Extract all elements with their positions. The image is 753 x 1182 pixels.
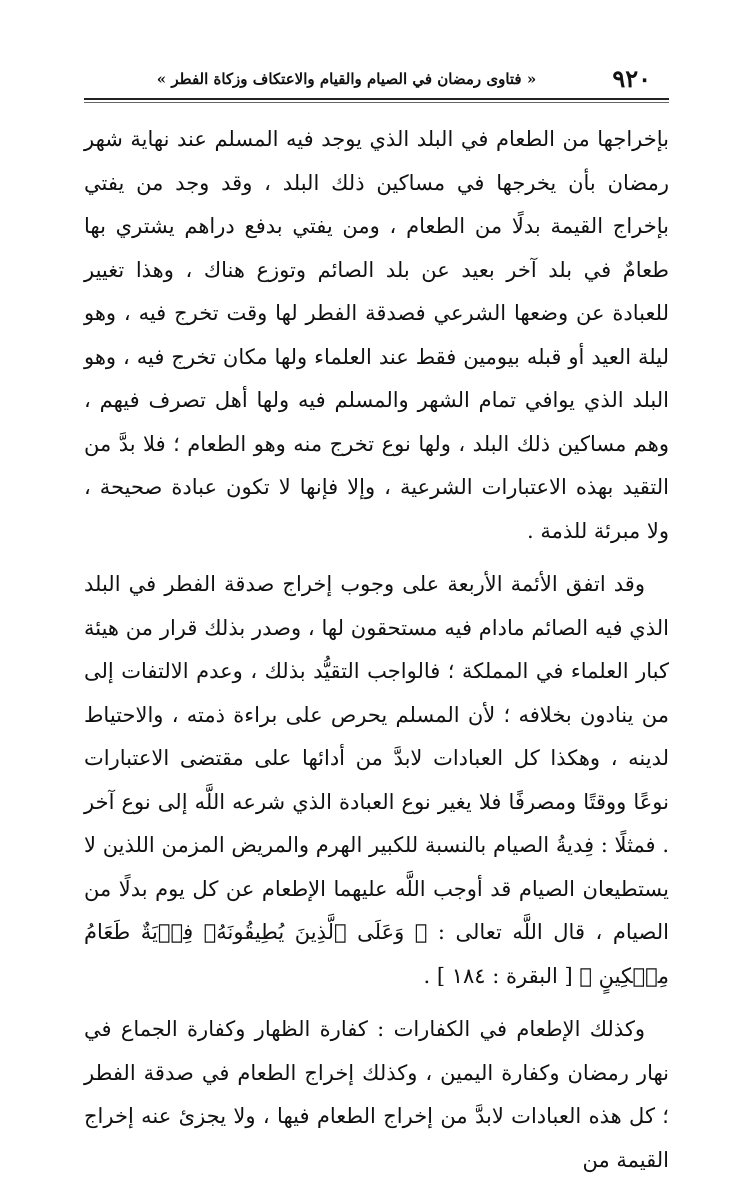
paragraph: وكذلك الإطعام في الكفارات : كفارة الظهار وكفارة الجماع في نهار رمضان وكفارة اليمين ، وكذلك إخراج الطعام في صدقة الفطر ؛ كل هذه العبادات لابدَّ من إخراج الطعام فيها ، ولا يجزئ عنه إخراج القيمة من (84, 1017, 669, 1172)
page-body (84, 118, 669, 1182)
paragraph: وقد اتفق الأئمة الأربعة على وجوب إخراج صدقة الفطر في البلد الذي فيه الصائم مادام فيه مستحقون لها ، وصدر بذلك قرار من هيئة كبار العلماء في المملكة ؛ فالواجب التقيُّد بذلك ، وعدم الالتفات إلى من ينادون بخلافه ؛ لأن المسلم يحرص على براءة ذمته ، والاحتياط لدينه ، وهكذا كل العبادات لابدَّ من أدائها على مقتضى الاعتبارات نوعًا ووقتًا ومصرفًا فلا يغير نوع العبادة الذي شرعه اللَّه إلى نوع آخر . فمثلًا : فِديةُ الصيام بالنسبة للكبير الهرم والمريض المزمن اللذين لا يستطيعان الصيام قد أوجب اللَّه عليهما الإطعام عن كل يوم بدلًا من الصيام ، قال اللَّه تعالى : ﴿ وَعَلَى ٱلَّذِينَ يُطِيقُونَهُۥ فِدۡيَةٌ طَعَامُ مِسۡكِينٍ ﴾ [ البقرة : ١٨٤ ] . (84, 572, 669, 988)
running-title: « فتاوى رمضان في الصيام والقيام والاعتكاف وزكاة الفطر » (156, 70, 537, 88)
page-number: ٩٢٠ (612, 64, 651, 93)
paragraph: بإخراجها من الطعام في البلد الذي يوجد فيه المسلم عند نهاية شهر رمضان بأن يخرجها في مساكين ذلك البلد ، وقد وجد من يفتي بإخراج القيمة بدلًا من الطعام ، ومن يفتي بدفع دراهم يشتري بها طعامٌ في بلد آخر بعيد عن بلد الصائم وتوزع هناك ، وهذا تغيير للعبادة عن وضعها الشرعي فصدقة الفطر لها وقت تخرج فيه ، وهو ليلة العيد أو قبله بيومين فقط عند العلماء ولها مكان تخرج فيه ، وهو البلد الذي يوافي تمام الشهر والمسلم فيه ولها أهل تصرف فيهم ، وهم مساكين ذلك البلد ، ولها نوع تخرج منه وهو الطعام ؛ فلا بدَّ من التقيد بهذه الاعتبارات الشرعية ، وإلا فإنها لا تكون عبادة صحيحة ، ولا مبرئة للذمة . (84, 127, 669, 543)
page-header (84, 62, 669, 102)
header-rule (84, 98, 669, 100)
header-rule-thin (84, 102, 669, 103)
